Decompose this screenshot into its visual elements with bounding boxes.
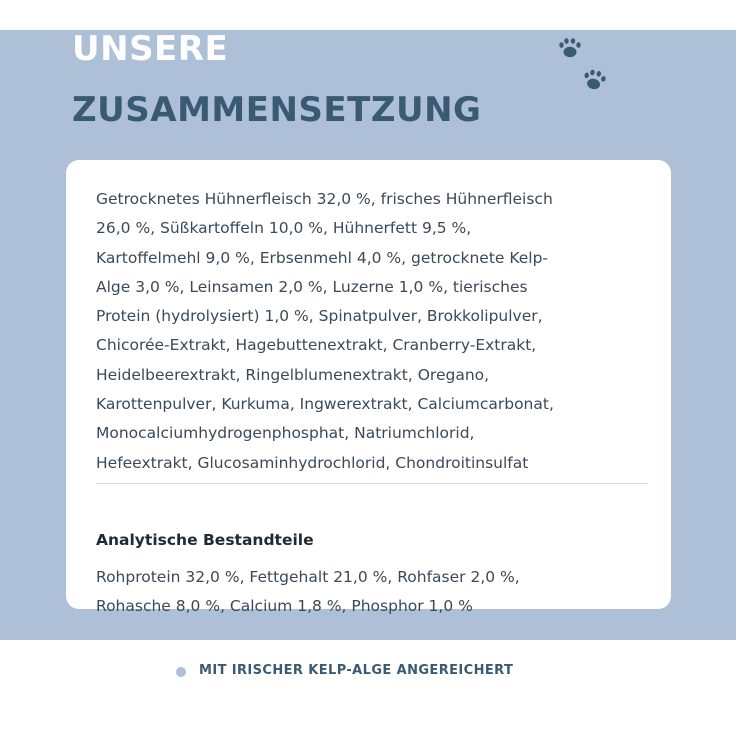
analysis-line: Rohasche 8,0 %, Calcium 1,8 %, Phosphor 1,0 % bbox=[96, 597, 473, 616]
section-divider bbox=[96, 483, 648, 484]
ingredients-line: Monocalciumhydrogenphosphat, Natriumchlorid, bbox=[96, 424, 475, 443]
footer-text: MIT IRISCHER KELP-ALGE ANGEREICHERT bbox=[199, 663, 514, 678]
ingredients-text bbox=[96, 185, 648, 478]
title-line-1: UNSERE bbox=[72, 29, 229, 69]
ingredients-line: Kartoffelmehl 9,0 %, Erbsenmehl 4,0 %, getrocknete Kelp- bbox=[96, 248, 549, 267]
ingredients-line: Chicorée-Extrakt, Hagebuttenextrakt, Cranberry-Extrakt, bbox=[96, 336, 537, 355]
ingredients-line: Getrocknetes Hühnerfleisch 32,0 %, frisches Hühnerfleisch bbox=[96, 190, 553, 208]
paw-print-lower-icon bbox=[582, 68, 607, 91]
ingredients-line: Alge 3,0 %, Leinsamen 2,0 %, Luzerne 1,0 %, tierisches bbox=[96, 277, 528, 296]
ingredients-line: Protein (hydrolysiert) 1,0 %, Spinatpulver, Brokkolipulver, bbox=[96, 307, 543, 326]
paw-print-upper-icon bbox=[559, 38, 580, 57]
footer-tagline bbox=[0, 640, 736, 736]
ingredients-line: Karottenpulver, Kurkuma, Ingwerextrakt, Calciumcarbonat, bbox=[96, 395, 554, 414]
bullet-dot-icon bbox=[176, 667, 186, 677]
title-line-2: ZUSAMMENSETZUNG bbox=[72, 90, 482, 130]
ingredients-line: Hefeextrakt, Glucosaminhydrochlorid, Chondroitinsulfat bbox=[96, 453, 529, 472]
composition-panel bbox=[0, 30, 736, 640]
analysis-line: Rohprotein 32,0 %, Fettgehalt 21,0 %, Rohfaser 2,0 %, bbox=[96, 568, 520, 586]
analysis-title: Analytische Bestandteile bbox=[96, 531, 314, 549]
paw-prints-icon bbox=[556, 34, 616, 98]
ingredients-line: Heidelbeerextrakt, Ringelblumenextrakt, Oregano, bbox=[96, 365, 490, 384]
ingredients-line: 26,0 %, Süßkartoffeln 10,0 %, Hühnerfett 9,5 %, bbox=[96, 219, 472, 238]
analysis-text bbox=[96, 563, 648, 622]
composition-card bbox=[66, 160, 671, 616]
